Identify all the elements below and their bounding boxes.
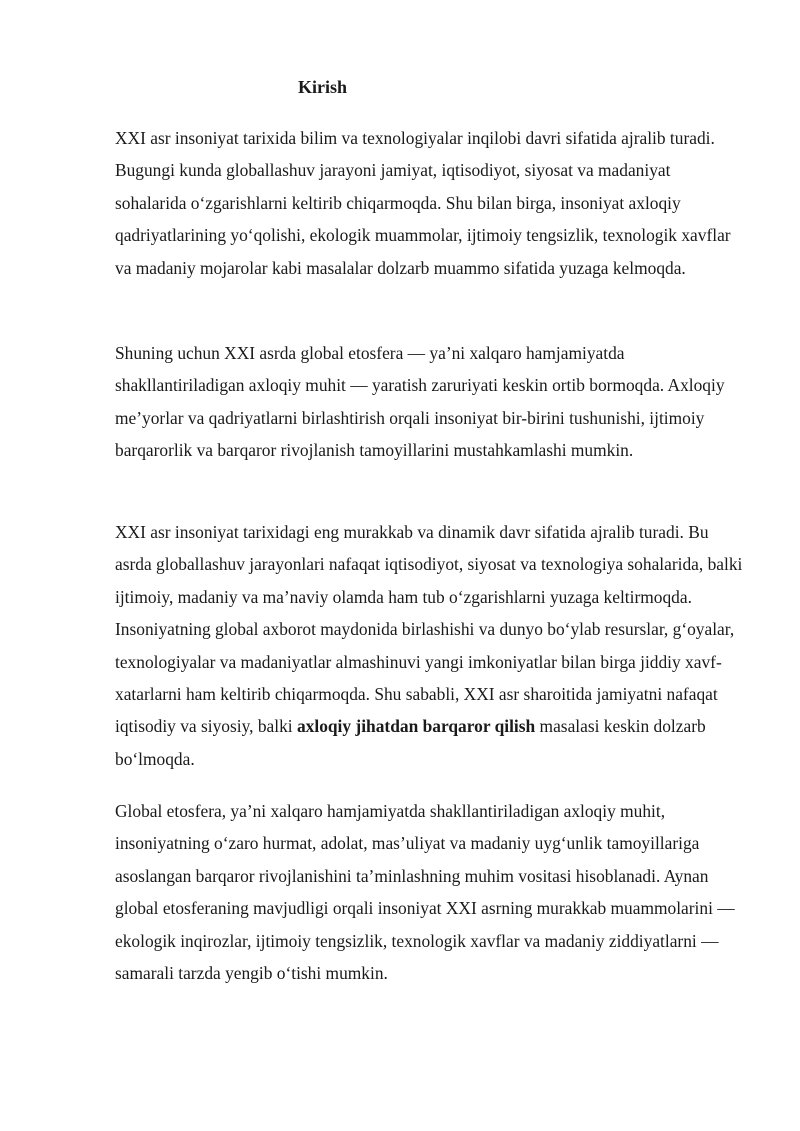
- paragraph-3-text-before: XXI asr insoniyat tarixidagi eng murakkab va dinamik davr sifatida ajralib turadi. Bu asrda globallashuv jarayonlari nafaqat iqtisodiyot, siyosat va texnologiya sohalarida, balki ijtimoiy, madaniy va ma’naviy olamda ham tub o‘zgarishlarni yuzaga keltirmoqda. Insoniyatning global axborot maydonida birlashishi va dunyo bo‘ylab resurslar, g‘oyalar, texnologiyalar va madaniyatlar almashinuvi yangi imkoniyatlar bilan birga jiddiy xavf-xatarlarni ham keltirib chiqarmoqda. Shu sababli, XXI asr sharoitida jamiyatni nafaqat iqtisodiy va siyosiy, balki: [115, 522, 743, 737]
- paragraph-3-bold-phrase: axloqiy jihatdan barqaror qilish: [296, 716, 536, 737]
- paragraph-2: Shuning uchun XXI asrda global etosfera — ya’ni xalqaro hamjamiyatda shakllantiriladigan axloqiy muhit — yaratish zaruriyati keskin ortib bormoqda. Axloqiy me’yorlar va qadriyatlarni birlashtirish orqali insoniyat bir-birini tushunishi, ijtimoiy barqarorlik va barqaror rivojlanish tamoyillarini mustahkamlashi mumkin.: [115, 343, 725, 461]
- paragraph-1: XXI asr insoniyat tarixida bilim va texnologiyalar inqilobi davri sifatida ajralib turadi. Bugungi kunda globallashuv jarayoni jamiyat, iqtisodiyot, siyosat va madaniyat sohalarida o‘zgarishlarni keltirib chiqarmoqda. Shu bilan birga, insoniyat axloqiy qadriyatlarining yo‘qolishi, ekologik muammolar, ijtimoiy tengsizlik, texnologik xavflar va madaniy mojarolar kabi masalalar dolzarb muammo sifatida yuzaga kelmoqda.: [115, 128, 731, 278]
- paragraph-4: Global etosfera, ya’ni xalqaro hamjamiyatda shakllantiriladigan axloqiy muhit, insoniyatning o‘zaro hurmat, adolat, mas’uliyat va madaniy uyg‘unlik tamoyillariga asoslangan barqaror rivojlanishini ta’minlashning muhim vositasi hisoblanadi. Aynan global etosferaning mavjudligi orqali insoniyat XXI asrning murakkab muammolarini — ekologik inqirozlar, ijtimoiy tengsizlik, texnologik xavflar va madaniy ziddiyatlarni — samarali tarzda yengib o‘tishi mumkin.: [115, 801, 735, 984]
- paragraph-3-text-after: masalasi keskin dolzarb bo‘lmoqda.: [115, 716, 706, 769]
- paragraph-3: [115, 516, 745, 775]
- page-title: Kirish: [298, 77, 348, 97]
